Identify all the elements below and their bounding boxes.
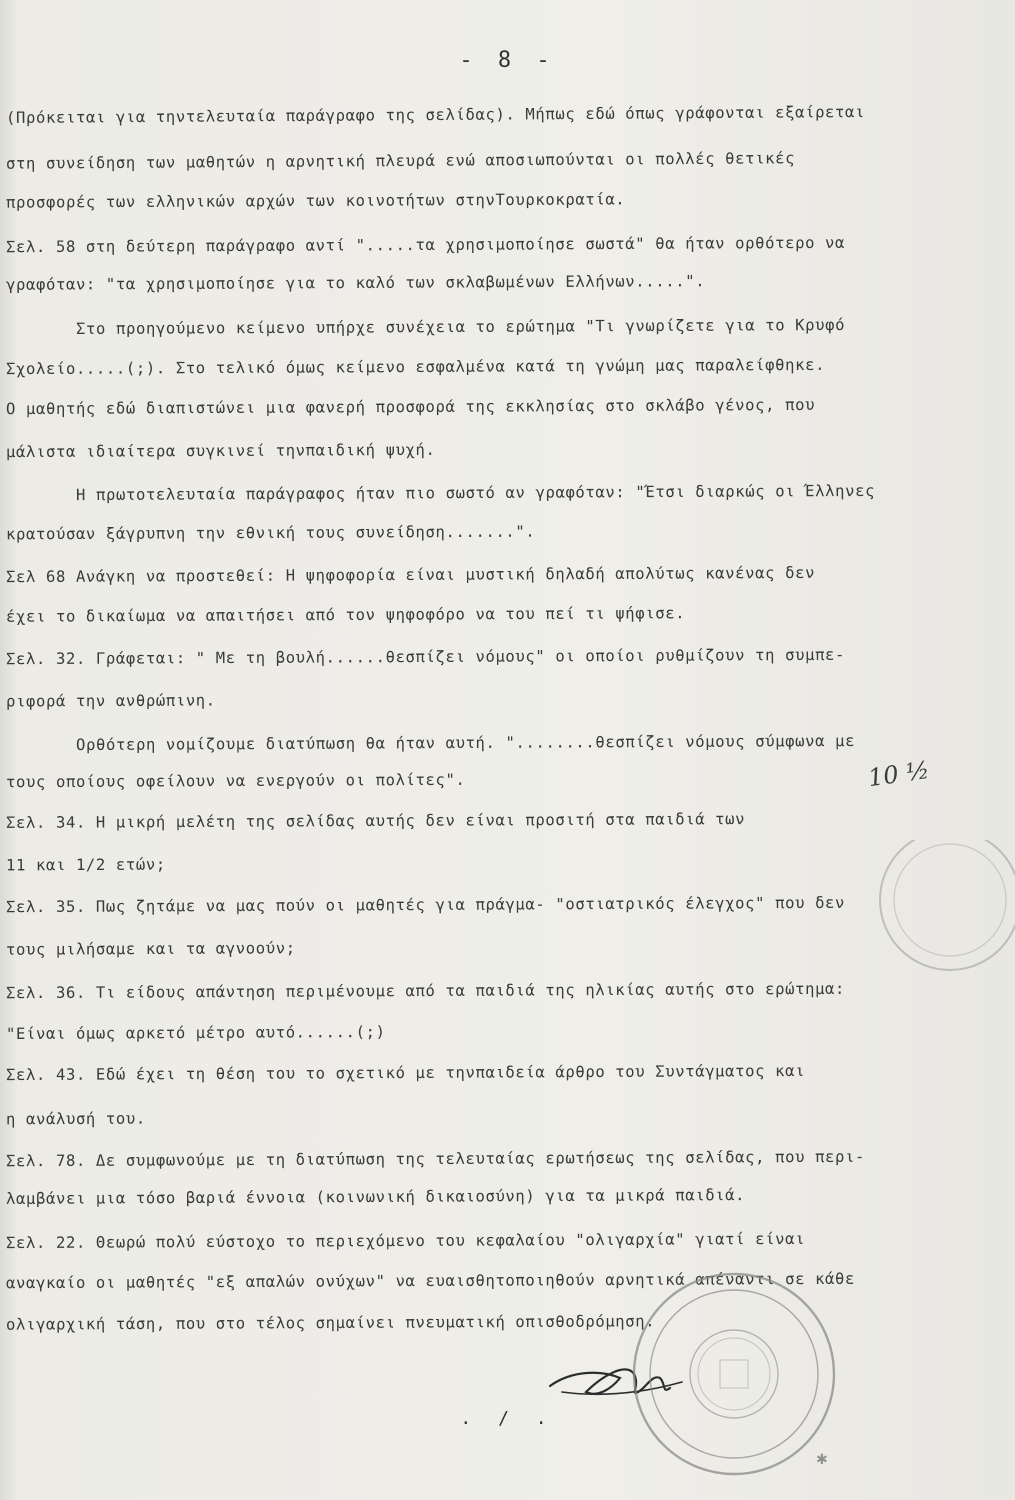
text-line: Ορθότερη νομίζουμε διατύπωση θα ήταν αυτή. "........θεσπίζει νόμους σύμφωνα με — [75, 731, 856, 755]
text-line: λαμβάνει μια τόσο βαριά έννοια (κοινωνική δικαιοσύνη) για τα μικρά παιδιά. — [5, 1186, 746, 1208]
text-line: προσφορές των ελληνικών αρχών των κοινοτήτων στηνΤουρκοκρατία. — [5, 190, 626, 212]
text-line: Σελ. 34. Η μικρή μελέτη της σελίδας αυτής δεν είναι προσιτή στα παιδιά των — [5, 810, 746, 832]
text-line: η ανάλυσή του. — [5, 1109, 146, 1129]
text-line: ολιγαρχική τάση, που στο τέλος σημαίνει πνευματική οπισθοδρόμηση. — [5, 1312, 656, 1334]
text-line: Σελ. 58 στη δεύτερη παράγραφο αντί ".....τα χρησιμοποίησε σωστά" θα ήταν ορθότερο να — [5, 233, 846, 257]
text-line: Ο μαθητής εδώ διαπιστώνει μια φανερή προσφορά της εκκλησίας στο σκλάβο γένος, που — [5, 395, 816, 419]
text-line: Σελ. 22. Θεωρώ πολύ εύστοχο το περιεχόμενο του κεφαλαίου "ολιγαρχία" γιατί είναι — [5, 1229, 806, 1253]
handwritten-note: 10 ½ — [866, 755, 932, 793]
text-line: μάλιστα ιδιαίτερα συγκινεί τηνπαιδική ψυχή. — [5, 440, 436, 462]
text-line: κρατούσαν ξάγρυπνη την εθνική τους συνείδηση.......". — [5, 522, 536, 544]
text-line: 11 και 1/2 ετών; — [5, 855, 166, 875]
text-line: ριφορά την ανθρώπινη. — [5, 691, 216, 711]
text-line: Σελ. 36. Τι είδους απάντηση περιμένουμε από τα παιδιά της ηλικίας αυτής στο ερώτημα: — [5, 979, 846, 1003]
text-line: Σελ. 35. Πως ζητάμε να μας πούν οι μαθητές για πράγμα- "οστιατρικός έλεγχος" που δεν — [5, 893, 846, 917]
text-line: Σελ. 78. Δε συμφωνούμε με τη διατύπωση της τελευταίας ερωτήσεως της σελίδας, που περι- — [5, 1147, 866, 1171]
text-line: "Είναι όμως αρκετό μέτρο αυτό......(;) — [5, 1023, 386, 1043]
text-line: Σελ 68 Ανάγκη να προστεθεί: Η ψηφοφορία είναι μυστική δηλαδή απολύτως κανένας δεν — [5, 563, 816, 587]
svg-text:✱: ✱ — [816, 1452, 828, 1468]
text-line: Στο προηγούμενο κείμενο υπήρχε συνέχεια το ερώτημα "Τι γνωρίζετε για το Κρυφό — [75, 315, 846, 339]
page-number: - 8 - — [459, 48, 556, 73]
text-line: αναγκαίο οι μαθητές "εξ απαλών ονύχων" να ευαισθητοποιηθούν αρνητικά απέναντι σε κάθε — [5, 1269, 856, 1293]
text-line: Σελ. 32. Γράφεται: " Με τη βουλή......θεσπίζει νόμους" οι οποίοι ρυθμίζουν τη συμπε- — [5, 645, 846, 669]
partial-stamp-icon — [820, 840, 1015, 1040]
official-stamp-icon — [628, 1268, 840, 1480]
text-line: στη συνείδηση των μαθητών η αρνητική πλευρά ενώ αποσιωπούνται οι πολλές θετικές — [5, 149, 796, 173]
text-line: (Πρόκειται για τηντελευταία παράγραφο της σελίδας). Μήπως εδώ όπως γράφονται εξαίρεται — [5, 103, 866, 127]
text-line: τους μιλήσαμε και τα αγνοούν; — [5, 939, 296, 959]
continuation-mark: . / . — [460, 1408, 555, 1429]
text-line: έχει το δικαίωμα να απαιτήσει από τον ψηφοφόρο να του πεί τι ψήφισε. — [5, 604, 686, 626]
text-line: γραφόταν: "τα χρησιμοποίησε για το καλό των σκλαβωμένων Ελλήνων.....". — [5, 272, 706, 294]
text-line: Σχολείο.....(;). Στο τελικό όμως κείμενο εσφαλμένα κατά τη γνώμη μας παραλείφθηκε. — [5, 355, 826, 379]
text-line: τους οποίους οφείλουν να ενεργούν οι πολίτες". — [5, 770, 466, 792]
text-line: Η πρωτοτελευταία παράγραφος ήταν πιο σωστό αν γραφόταν: "Έτσι διαρκώς οι Έλληνες — [75, 481, 876, 505]
text-line: Σελ. 43. Εδώ έχει τη θέση του το σχετικό με τηνπαιδεία άρθρο του Συντάγματος και — [5, 1061, 806, 1085]
